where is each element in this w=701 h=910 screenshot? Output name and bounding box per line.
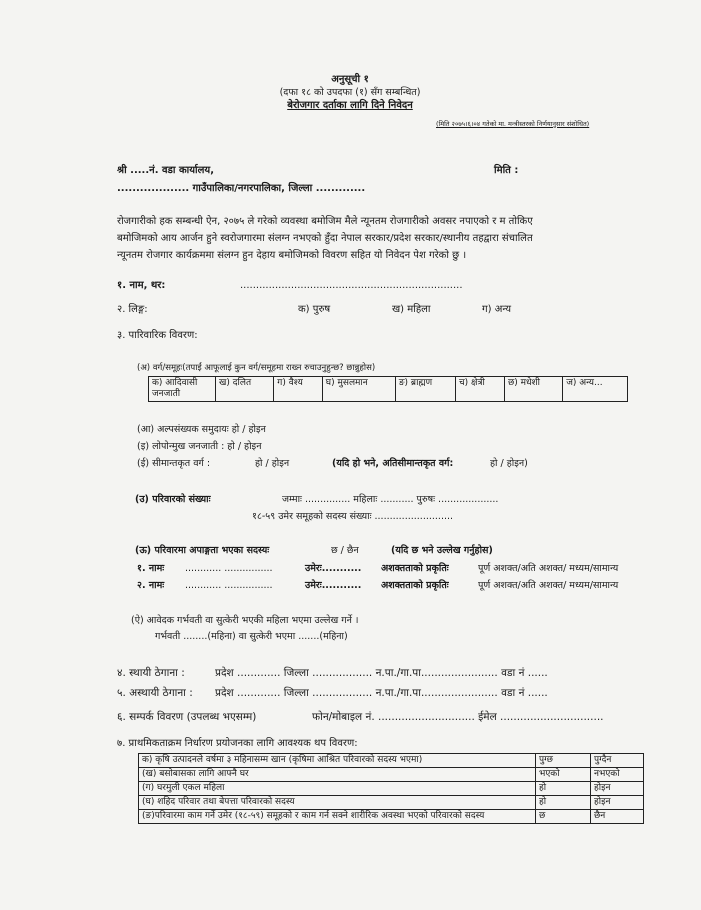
priority-yes: भएको xyxy=(536,768,591,782)
name-label: १. नाम, थर: xyxy=(117,280,166,291)
endangered-line: (इ) लोपोन्मुख जनजाती : हो / होइन xyxy=(137,441,262,452)
gender-option-other: ग) अन्य xyxy=(482,304,512,315)
disability-label: (ऊ) परिवारमा अपाङ्गता भएका सदस्यः xyxy=(135,545,270,556)
disability-nature-1: अशक्तताको प्रकृतिः xyxy=(381,563,449,574)
intro-line-3: न्यूनतम रोजगार कार्यक्रममा संलग्न हुन देहाय बमोजिमको विवरण सहित यो निवेदन पेश गरेको छु । xyxy=(117,250,467,261)
permanent-address-fields: प्रदेश ............. जिल्ला .................. न.पा./गा.पा....................... वडा नं ...... xyxy=(215,667,548,679)
priority-no: छैन xyxy=(591,810,644,824)
priority-yes: हो xyxy=(536,796,591,810)
disabled-member-blank-1: ............ ................ xyxy=(185,563,273,574)
pregnancy-line-1: (ऐ) आवेदक गर्भवती वा सुत्केरी भएकी महिला भएमा उल्लेख गर्ने । xyxy=(131,615,359,626)
date-label: मिति : xyxy=(494,165,519,176)
caste-prompt: (अ) वर्ग/समूहः(तपाईं आफूलाई कुन वर्ग/समूहमा राख्न रुचाउनुहुन्छ? छान्नुहोस) xyxy=(137,363,376,373)
permanent-address-label: ४. स्थायी ठेगाना : xyxy=(117,667,185,679)
working-age-count: १८-५९ उमेर समूहको सदस्य संख्याः .......................... xyxy=(252,511,454,522)
family-details-label: ३. पारिवारिक विवरण: xyxy=(117,330,198,341)
caste-option: क) आदिवासी जनजाती xyxy=(149,377,216,402)
minority-line: (आ) अल्पसंख्यक समुदायः हो / होइन xyxy=(137,424,266,435)
contact-fields: फोन/मोबाइल नं. ............................. ईमेल ............................... xyxy=(312,711,604,723)
intro-line-1: रोजगारीको हक सम्बन्धी ऐन, २०७५ ले गरेको व्यवस्था बमोजिम मैले न्यूनतम रोजगारीको अवसर नपाएको र म तोकिए xyxy=(117,216,533,227)
caste-option: छ) मधेशी xyxy=(504,377,562,402)
form-title: बेरोजगार दर्ताका लागि दिने निवेदन xyxy=(287,100,413,111)
caste-option: च) क्षेत्री xyxy=(455,377,504,402)
temporary-address-fields: प्रदेश ............. जिल्ला .................. न.पा./गा.पा....................... वडा नं ...... xyxy=(215,687,548,699)
pregnancy-line-2: गर्भवती ........(महिना) वा सुत्केरी भएमा .......(महिना) xyxy=(155,631,348,642)
priority-criterion: (ख) बसोबासका लागि आफ्नै घर xyxy=(139,768,536,782)
disability-extra: (यदि छ भने उल्लेख गर्नुहोस) xyxy=(391,545,493,556)
priority-details-label: ७. प्राथमिकताक्रम निर्धारण प्रयोजनका लागि आवश्यक थप विवरण: xyxy=(117,738,358,749)
section-reference: (दफा १८ को उपदफा (१) सँग सम्बन्धित) xyxy=(279,87,421,98)
disabled-member-age-2: उमेरः........... xyxy=(305,580,362,591)
caste-option: घ) मुसलमान xyxy=(322,377,395,402)
disability-levels-2: पूर्ण अशक्त/अति अशक्त/ मध्यम/सामान्य xyxy=(478,580,619,591)
marginal-options: हो / होइन xyxy=(255,458,290,469)
family-size-counts: जम्माः ............... महिलाः ........... पुरुषः .................... xyxy=(282,494,499,505)
temporary-address-label: ५. अस्थायी ठेगाना : xyxy=(117,687,193,699)
office-address-line: श्री .....नं. वडा कार्यालय, xyxy=(117,165,214,176)
priority-no: होइन xyxy=(591,782,644,796)
caste-table xyxy=(148,376,628,402)
disabled-member-age-1: उमेरः........... xyxy=(305,563,362,574)
priority-no: पुग्दैन xyxy=(591,754,644,768)
gender-option-female: ख) महिला xyxy=(392,304,431,315)
gender-option-male: क) पुरुष xyxy=(298,304,331,315)
priority-criterion: (घ) शहिद परिवार तथा बेपत्ता परिवारको सदस्य xyxy=(139,796,536,810)
priority-no: होइन xyxy=(591,796,644,810)
gender-label: २. लिङ्ग: xyxy=(117,304,148,315)
disabled-member-name-1: १. नामः xyxy=(137,563,165,574)
family-size-label: (उ) परिवारको संख्याः xyxy=(135,494,211,505)
name-blank: ...................................................................... xyxy=(240,280,463,291)
priority-table xyxy=(138,753,644,824)
caste-option: ग) वैश्य xyxy=(274,377,322,402)
priority-yes: पुग्छ xyxy=(536,754,591,768)
priority-yes: हो xyxy=(536,782,591,796)
priority-criterion: क) कृषि उत्पादनले वर्षमा ३ महिनासम्म खान (कृषिमा आश्रित परिवारको सदस्य भएमा) xyxy=(139,754,536,768)
municipality-line: ................... गाउँपालिका/नगरपालिका, जिल्ला ............. xyxy=(117,183,366,194)
priority-criterion: (ङ)परिवारमा काम गर्ने उमेर (१८-५९) समूहको र काम गर्न सक्ने शारीरिक अवस्था भएको परिवारको सदस्य xyxy=(139,810,536,824)
intro-line-2: बमोजिमको आय आर्जन हुने स्वरोजगारमा संलग्न नभएको हुँदा नेपाल सरकार/प्रदेश सरकार/स्थानीय तहद्वारा संचालित xyxy=(117,233,533,244)
marginal-extra-options: हो / होइन) xyxy=(490,458,528,469)
disability-levels-1: पूर्ण अशक्त/अति अशक्त/ मध्यम/सामान्य xyxy=(478,563,619,574)
disability-nature-2: अशक्तताको प्रकृतिः xyxy=(381,580,449,591)
caste-option: ख) दलित xyxy=(216,377,274,402)
caste-option: ङ) ब्राह्मण xyxy=(395,377,455,402)
disabled-member-name-2: २. नामः xyxy=(137,580,165,591)
marginal-extra: (यदि हो भने, अतिसीमान्तकृत वर्ग: xyxy=(332,458,454,469)
disabled-member-blank-2: ............ ................ xyxy=(185,580,273,591)
amendment-note: (मिति २०७५।६।०४ गतेको मा. मन्त्रीस्तरको निर्णयानुसार संशोधित) xyxy=(436,120,590,128)
disability-options: छ / छैन xyxy=(331,545,359,556)
priority-no: नभएको xyxy=(591,768,644,782)
priority-yes: छ xyxy=(536,810,591,824)
priority-criterion: (ग) घरमुली एकल महिला xyxy=(139,782,536,796)
contact-label: ६. सम्पर्क विवरण (उपलब्ध भएसम्म) xyxy=(117,711,257,723)
schedule-heading: अनुसूची १ xyxy=(331,74,369,85)
caste-option: ज) अन्य... xyxy=(563,377,628,402)
marginal-line: (ई) सीमान्तकृत वर्ग : xyxy=(137,458,211,469)
